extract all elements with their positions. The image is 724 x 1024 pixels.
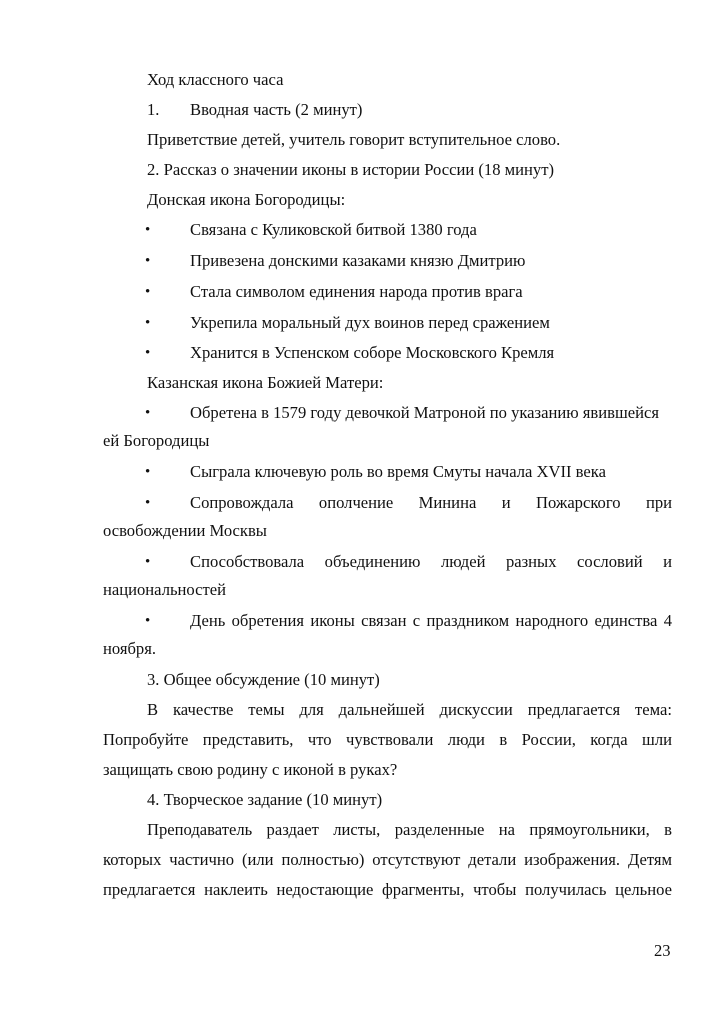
- list-item: День обретения иконы связан с праздником народного единства 4: [190, 611, 672, 630]
- heading: Ход классного часа: [147, 70, 284, 89]
- section3-title: 3. Общее обсуждение (10 минут): [147, 670, 380, 689]
- bullet-icon: •: [145, 345, 151, 361]
- list-item: Хранится в Успенском соборе Московского Кремля: [190, 343, 555, 362]
- bullet-icon: •: [145, 315, 151, 331]
- bullet-icon: •: [145, 253, 151, 269]
- bullet-icon: •: [145, 554, 151, 570]
- section3-text-line: В качестве темы для дальнейшей дискуссии предлагается тема:: [147, 700, 672, 719]
- section3-text-line: Попробуйте представить, что чувствовали люди в России, когда шли: [103, 730, 672, 749]
- list-item-continuation: ей Богородицы: [103, 431, 210, 450]
- section4-title: 4. Творческое задание (10 минут): [147, 790, 383, 809]
- section1-number: 1.: [147, 100, 160, 119]
- list-item: Связана с Куликовской битвой 1380 года: [190, 220, 477, 239]
- section3-text-line: защищать свою родину с иконой в руках?: [103, 760, 398, 779]
- list-item-continuation: ноября.: [103, 639, 157, 658]
- list-item: Сопровождала ополчение Минина и Пожарского при: [190, 493, 672, 512]
- section4-text-line: Преподаватель раздает листы, разделенные на прямоугольники, в: [147, 820, 672, 839]
- bullet-icon: •: [145, 464, 151, 480]
- don-icon-title: Донская икона Богородицы:: [147, 190, 346, 209]
- kazan-icon-title: Казанская икона Божией Матери:: [147, 373, 384, 392]
- list-item: Способствовала объединению людей разных сословий и: [190, 552, 672, 571]
- list-item: Обретена в 1579 году девочкой Матроной по указанию явившейся: [190, 403, 659, 422]
- page-number: 23: [654, 941, 671, 960]
- list-item: Стала символом единения народа против врага: [190, 282, 523, 301]
- list-item-continuation: национальностей: [103, 580, 226, 599]
- list-item: Сыграла ключевую роль во время Смуты начала XVII века: [190, 462, 606, 481]
- bullet-icon: •: [145, 495, 151, 511]
- list-item: Привезена донскими казаками князю Дмитрию: [190, 251, 526, 270]
- list-item: Укрепила моральный дух воинов перед сражением: [190, 313, 550, 332]
- section1-title: Вводная часть (2 минут): [190, 100, 363, 119]
- bullet-icon: •: [145, 405, 151, 421]
- section4-text-line: предлагается наклеить недостающие фрагменты, чтобы получилась цельное: [103, 880, 672, 899]
- bullet-icon: •: [145, 613, 151, 629]
- section2-title: 2. Рассказ о значении иконы в истории России (18 минут): [147, 160, 554, 179]
- list-item-continuation: освобождении Москвы: [103, 521, 267, 540]
- bullet-icon: •: [145, 222, 151, 238]
- section1-text: Приветствие детей, учитель говорит вступительное слово.: [147, 130, 561, 149]
- section4-text-line: которых частично (или полностью) отсутствуют детали изображения. Детям: [103, 850, 672, 869]
- bullet-icon: •: [145, 284, 151, 300]
